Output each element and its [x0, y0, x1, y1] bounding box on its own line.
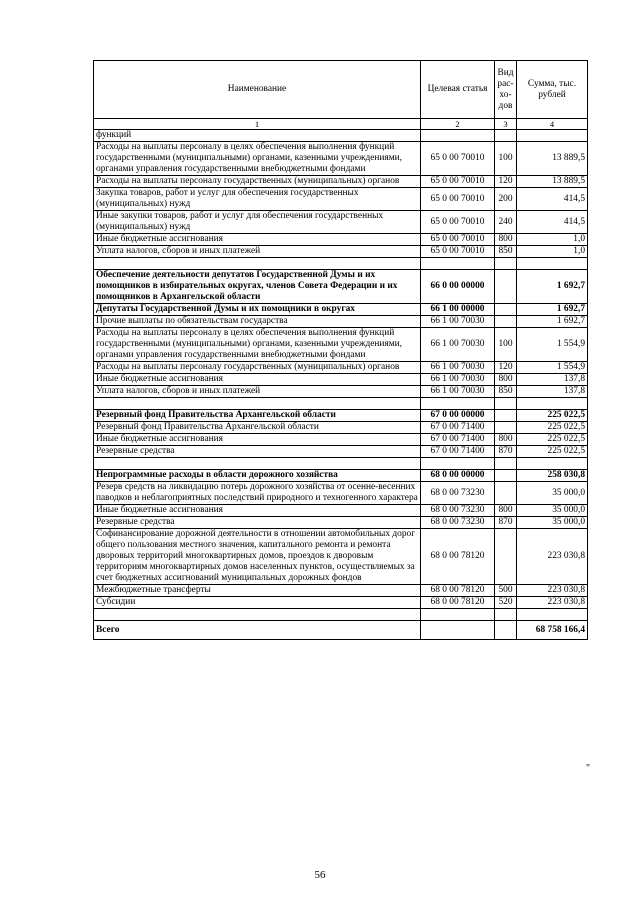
table-row: [94, 130, 588, 142]
row-name: Межбюджетные трансферты: [94, 585, 421, 597]
row-name: функций: [94, 130, 421, 142]
table-row: [94, 517, 588, 529]
row-amount: 225 022,5: [517, 422, 588, 434]
row-expense-type: 800: [495, 374, 517, 386]
row-expense-type: [495, 304, 517, 316]
row-amount: 1,0: [517, 234, 588, 246]
row-target-item: [421, 621, 495, 640]
header-amount: Сумма, тыс. рублей: [517, 61, 588, 119]
row-amount: 137,8: [517, 386, 588, 398]
row-name: Уплата налогов, сборов и иных платежей: [94, 246, 421, 258]
table-row: [94, 374, 588, 386]
header-name: Наименование: [94, 61, 421, 119]
row-amount: 1,0: [517, 246, 588, 258]
row-amount: 414,5: [517, 188, 588, 211]
total-row: [94, 621, 588, 640]
row-amount: 225 022,5: [517, 410, 588, 422]
empty-cell: [517, 398, 588, 410]
empty-cell: [495, 458, 517, 470]
table-row: [94, 585, 588, 597]
spacer-row: [94, 258, 588, 270]
empty-cell: [94, 258, 421, 270]
row-amount: 68 758 166,4: [517, 621, 588, 640]
row-amount: 225 022,5: [517, 446, 588, 458]
row-amount: 414,5: [517, 211, 588, 234]
row-amount: 258 030,8: [517, 470, 588, 482]
row-name: Уплата налогов, сборов и иных платежей: [94, 386, 421, 398]
table-row: [94, 328, 588, 362]
row-name: Расходы на выплаты персоналу в целях обеспечения выполнения функций государственными (муниципальными) органами, казенными учреждениями, органами управления государственными внебюджетными фондами: [94, 328, 421, 362]
row-name: Закупка товаров, работ и услуг для обеспечения государственных (муниципальных) нужд: [94, 188, 421, 211]
row-name: Депутаты Государственной Думы и их помощники в округах: [94, 304, 421, 316]
row-expense-type: [495, 621, 517, 640]
row-amount: 13 889,5: [517, 142, 588, 176]
row-amount: 35 000,0: [517, 482, 588, 505]
table-row: [94, 505, 588, 517]
row-amount: 1 554,9: [517, 362, 588, 374]
row-amount: 13 889,5: [517, 176, 588, 188]
spacer-row: [94, 458, 588, 470]
row-expense-type: 120: [495, 362, 517, 374]
row-expense-type: 100: [495, 328, 517, 362]
row-expense-type: [495, 270, 517, 304]
row-name: Иные бюджетные ассигнования: [94, 374, 421, 386]
table-row: [94, 386, 588, 398]
empty-cell: [495, 609, 517, 621]
row-target-item: 66 1 00 70030: [421, 386, 495, 398]
table-row: [94, 188, 588, 211]
page-number: 56: [314, 869, 326, 881]
row-name: Субсидии: [94, 597, 421, 609]
row-amount: 1 692,7: [517, 304, 588, 316]
row-expense-type: [495, 529, 517, 585]
spacer-row: [94, 398, 588, 410]
empty-cell: [421, 258, 495, 270]
row-target-item: 65 0 00 70010: [421, 188, 495, 211]
table-row: [94, 446, 588, 458]
row-target-item: 66 1 00 70030: [421, 316, 495, 328]
row-amount: 137,8: [517, 374, 588, 386]
row-name: Иные закупки товаров, работ и услуг для обеспечения государственных (муниципальных) нужд: [94, 211, 421, 234]
row-name: Расходы на выплаты персоналу государственных (муниципальных) органов: [94, 362, 421, 374]
table-header-row: [94, 61, 588, 119]
empty-cell: [517, 609, 588, 621]
row-target-item: 68 0 00 00000: [421, 470, 495, 482]
row-expense-type: [495, 422, 517, 434]
row-name: Непрограммные расходы в области дорожного хозяйства: [94, 470, 421, 482]
column-number: 3: [495, 119, 517, 130]
row-amount: 225 022,5: [517, 434, 588, 446]
row-target-item: 66 1 00 70030: [421, 362, 495, 374]
empty-cell: [421, 458, 495, 470]
row-amount: 35 000,0: [517, 505, 588, 517]
row-name: Резервные средства: [94, 446, 421, 458]
row-expense-type: 520: [495, 597, 517, 609]
row-target-item: 65 0 00 70010: [421, 142, 495, 176]
empty-cell: [94, 458, 421, 470]
empty-cell: [517, 458, 588, 470]
row-target-item: 65 0 00 70010: [421, 246, 495, 258]
header-expense-type: Вид рас-хо-дов: [495, 61, 517, 119]
row-expense-type: [495, 470, 517, 482]
empty-cell: [517, 258, 588, 270]
row-name: Резервный фонд Правительства Архангельской области: [94, 410, 421, 422]
row-name: Всего: [94, 621, 421, 640]
row-target-item: 66 1 00 70030: [421, 374, 495, 386]
row-expense-type: [495, 410, 517, 422]
row-name: Иные бюджетные ассигнования: [94, 234, 421, 246]
empty-cell: [495, 258, 517, 270]
row-expense-type: 500: [495, 585, 517, 597]
row-name: Резервный фонд Правительства Архангельской области: [94, 422, 421, 434]
empty-cell: [94, 609, 421, 621]
row-expense-type: 800: [495, 234, 517, 246]
table-row: [94, 211, 588, 234]
row-target-item: 68 0 00 73230: [421, 482, 495, 505]
table-row: [94, 246, 588, 258]
table-row: [94, 410, 588, 422]
row-expense-type: 200: [495, 188, 517, 211]
table-row: [94, 597, 588, 609]
row-amount: 35 000,0: [517, 517, 588, 529]
row-name: Расходы на выплаты персоналу государственных (муниципальных) органов: [94, 176, 421, 188]
row-amount: 223 030,8: [517, 529, 588, 585]
table-row: [94, 270, 588, 304]
column-number: 1: [94, 119, 421, 130]
row-expense-type: 870: [495, 517, 517, 529]
row-expense-type: 850: [495, 246, 517, 258]
table-row: [94, 304, 588, 316]
column-number-row: [94, 119, 588, 130]
row-target-item: 68 0 00 78120: [421, 597, 495, 609]
row-expense-type: [495, 130, 517, 142]
row-amount: 223 030,8: [517, 585, 588, 597]
row-name: Иные бюджетные ассигнования: [94, 505, 421, 517]
column-number: 4: [517, 119, 588, 130]
spacer-row: [94, 609, 588, 621]
table-row: [94, 422, 588, 434]
header-target-item: Целевая статья: [421, 61, 495, 119]
empty-cell: [495, 398, 517, 410]
table-row: [94, 470, 588, 482]
table-row: [94, 176, 588, 188]
row-name: Софинансирование дорожной деятельности в отношении автомобильных дорог общего пользования местного значения, капитального ремонта и ремонта дворовых территорий многоквартирных домов, проездов к дворовым территориям многоквартирных домов населенных пунктов, осуществляемых за счет бюджетных ассигнований муниципальных дорожных фондов: [94, 529, 421, 585]
row-name: Расходы на выплаты персоналу в целях обеспечения выполнения функций государственными (муниципальными) органами, казенными учреждениями, органами управления государственными внебюджетными фондами: [94, 142, 421, 176]
closing-quote: ": [586, 763, 591, 774]
row-target-item: 65 0 00 70010: [421, 234, 495, 246]
row-expense-type: [495, 482, 517, 505]
row-amount: 1 692,7: [517, 316, 588, 328]
row-amount: 223 030,8: [517, 597, 588, 609]
row-target-item: 66 1 00 00000: [421, 304, 495, 316]
row-target-item: 67 0 00 00000: [421, 410, 495, 422]
row-expense-type: 800: [495, 505, 517, 517]
row-target-item: 67 0 00 71400: [421, 446, 495, 458]
row-target-item: 67 0 00 71400: [421, 434, 495, 446]
row-target-item: 68 0 00 78120: [421, 585, 495, 597]
row-expense-type: 120: [495, 176, 517, 188]
table-row: [94, 316, 588, 328]
table-row: [94, 434, 588, 446]
row-name: Прочие выплаты по обязательствам государства: [94, 316, 421, 328]
table-row: [94, 142, 588, 176]
row-amount: [517, 130, 588, 142]
table-row: [94, 362, 588, 374]
row-amount: 1 554,9: [517, 328, 588, 362]
row-target-item: 68 0 00 73230: [421, 517, 495, 529]
table-body: [94, 130, 588, 640]
row-target-item: [421, 130, 495, 142]
row-expense-type: [495, 316, 517, 328]
row-target-item: 68 0 00 73230: [421, 505, 495, 517]
row-expense-type: 850: [495, 386, 517, 398]
row-expense-type: 100: [495, 142, 517, 176]
row-expense-type: 870: [495, 446, 517, 458]
row-name: Резерв средств на ликвидацию потерь дорожного хозяйства от осенне-весенних паводков и неблагоприятных последствий природного и техногенного характера: [94, 482, 421, 505]
row-target-item: 65 0 00 70010: [421, 176, 495, 188]
row-expense-type: 800: [495, 434, 517, 446]
empty-cell: [421, 398, 495, 410]
row-amount: 1 692,7: [517, 270, 588, 304]
row-name: Резервные средства: [94, 517, 421, 529]
empty-cell: [94, 398, 421, 410]
row-name: Иные бюджетные ассигнования: [94, 434, 421, 446]
row-expense-type: 240: [495, 211, 517, 234]
row-target-item: 67 0 00 71400: [421, 422, 495, 434]
table-row: [94, 234, 588, 246]
row-target-item: 66 1 00 70030: [421, 328, 495, 362]
row-target-item: 68 0 00 78120: [421, 529, 495, 585]
table-row: [94, 482, 588, 505]
row-target-item: 65 0 00 70010: [421, 211, 495, 234]
row-target-item: 66 0 00 00000: [421, 270, 495, 304]
row-name: Обеспечение деятельности депутатов Государственной Думы и их помощников в избирательных округах, членов Совета Федерации и их помощников в Архангельской области: [94, 270, 421, 304]
budget-table: [93, 60, 588, 640]
empty-cell: [421, 609, 495, 621]
table-row: [94, 529, 588, 585]
column-number: 2: [421, 119, 495, 130]
